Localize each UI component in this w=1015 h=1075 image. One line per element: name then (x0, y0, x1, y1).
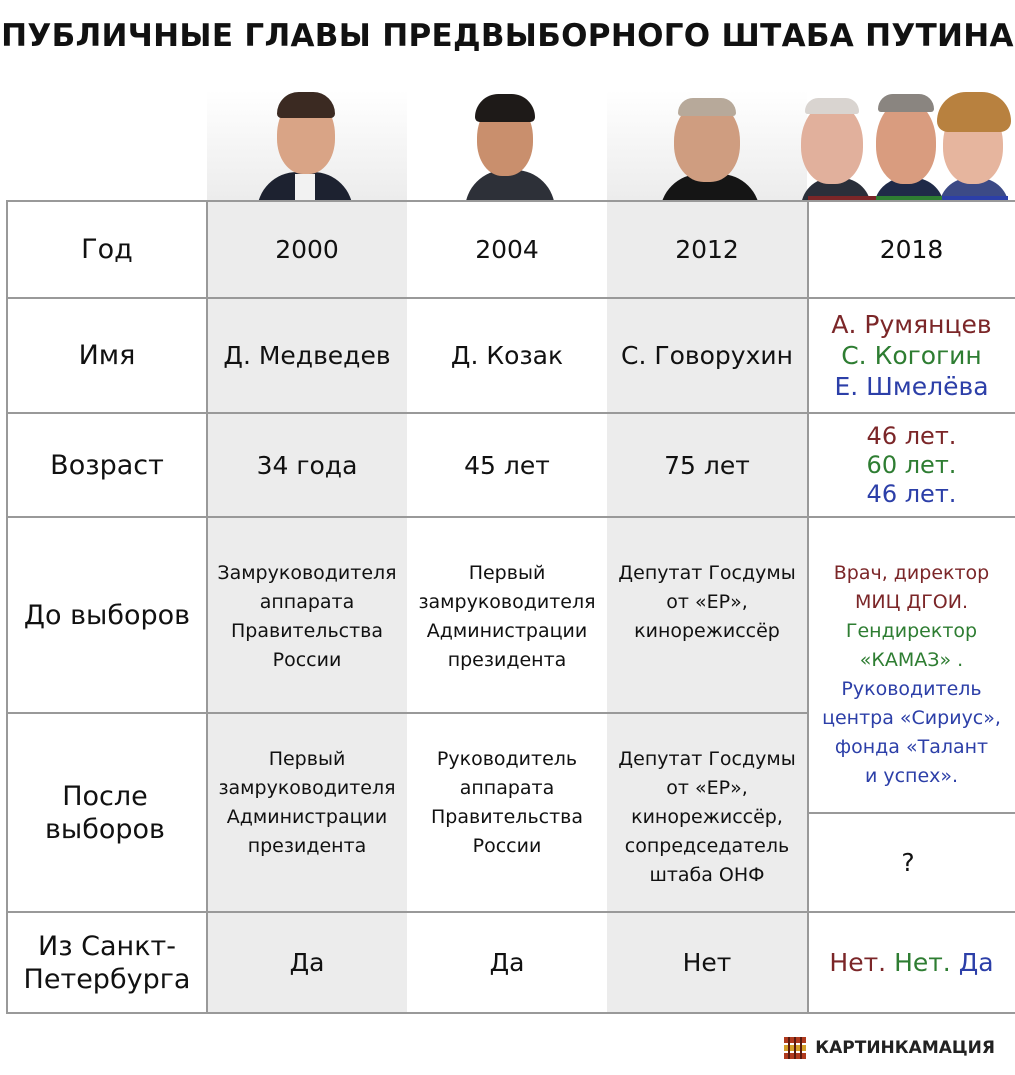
name-shmeleva: Е. Шмелёва (834, 372, 989, 401)
spb-shmeleva: Да (958, 948, 994, 977)
age-kogogin: 60 лет. (866, 450, 957, 479)
after-govorukhin (607, 714, 807, 911)
text-line: аппарата (459, 777, 555, 799)
spb-rumyantsev: Нет. (829, 948, 887, 977)
text-line: замруководителя (218, 777, 396, 799)
text-line: кинорежиссёр, (631, 806, 783, 828)
age-govorukhin: 75 лет (664, 450, 750, 480)
before-kozak (407, 518, 607, 712)
brand-logo-icon (783, 1036, 807, 1060)
portrait-shmeleva (935, 90, 1013, 200)
text-line: президента (447, 649, 567, 671)
row-header-spb: Из Санкт-Петербурга (23, 930, 191, 995)
text-line: МИЦ ДГОИ. (854, 591, 969, 613)
text-line: и успех». (864, 765, 959, 787)
text-line: Гендиректор (845, 620, 978, 642)
spb-govorukhin: Нет (682, 948, 732, 977)
text-line: Руководитель (436, 748, 578, 770)
footer-brand-label: КАРТИНКАМАЦИЯ (815, 1038, 995, 1058)
age-rumyantsev: 46 лет. (866, 421, 957, 450)
row-header-after: После выборов (45, 780, 165, 845)
text-line: Депутат Госдумы (618, 748, 796, 770)
row-header-year: Год (81, 234, 133, 265)
before-govorukhin (607, 518, 807, 712)
text-line: центра «Сириус», (822, 707, 1001, 729)
text-line: Первый (268, 748, 346, 770)
name-kozak: Д. Козак (450, 341, 564, 370)
name-medvedev: Д. Медведев (223, 341, 391, 370)
before-2018 (808, 518, 1015, 812)
page-title: ПУБЛИЧНЫЕ ГЛАВЫ ПРЕДВЫБОРНОГО ШТАБА ПУТИНА (1, 18, 1014, 54)
spb-2018 (808, 913, 1015, 1012)
text-line: Замруководителя (217, 562, 397, 584)
text-line: замруководителя (418, 591, 596, 613)
row-header-before: До выборов (23, 599, 191, 631)
text-line: Врач, директор (833, 562, 990, 584)
text-line: Правительства (431, 806, 583, 828)
year-2012: 2012 (675, 235, 739, 264)
text-line: сопредседатель (624, 835, 790, 857)
text-line: фонда «Талант (834, 736, 989, 758)
before-medvedev (207, 518, 407, 712)
footer-brand (783, 1036, 995, 1060)
text-line: Правительства (231, 620, 383, 642)
text-line: аппарата (259, 591, 355, 613)
text-line: «КАМАЗ» . (859, 649, 964, 671)
text-line: от «ЕР», (666, 777, 748, 799)
row-header-age: Возраст (50, 449, 164, 481)
spb-medvedev: Да (289, 948, 325, 977)
portrait-medvedev (245, 90, 365, 200)
year-2004: 2004 (475, 235, 539, 264)
text-line: Руководитель (841, 678, 982, 700)
portrait-rumyantsev (795, 90, 875, 200)
grid-line (6, 1012, 1015, 1014)
text-line: от «ЕР», (666, 591, 748, 613)
portrait-kozak (455, 90, 565, 200)
after-2018-unknown: ? (901, 848, 915, 877)
name-rumyantsev: А. Румянцев (831, 310, 992, 339)
name-kogogin: С. Когогин (841, 341, 982, 370)
portrait-govorukhin (650, 90, 770, 200)
name-govorukhin: С. Говорухин (621, 341, 793, 370)
ages-2018 (808, 414, 1015, 516)
age-medvedev: 34 года (256, 450, 358, 480)
names-2018 (808, 299, 1015, 412)
text-line: штаба ОНФ (649, 864, 765, 886)
row-header-name: Имя (78, 340, 136, 371)
year-2000: 2000 (275, 235, 339, 264)
age-kozak: 45 лет (464, 450, 550, 480)
text-line: Первый (468, 562, 546, 584)
text-line: Администрации (226, 806, 388, 828)
spb-kogogin: Нет. (894, 948, 951, 977)
text-line: президента (247, 835, 367, 857)
after-kozak (407, 714, 607, 911)
text-line: России (272, 649, 342, 671)
text-line: Депутат Госдумы (618, 562, 796, 584)
spb-kozak: Да (489, 948, 525, 977)
age-shmeleva: 46 лет. (866, 479, 957, 508)
text-line: России (472, 835, 542, 857)
text-line: Администрации (426, 620, 588, 642)
after-medvedev (207, 714, 407, 911)
year-2018: 2018 (879, 235, 944, 264)
text-line: кинорежиссёр (634, 620, 780, 642)
